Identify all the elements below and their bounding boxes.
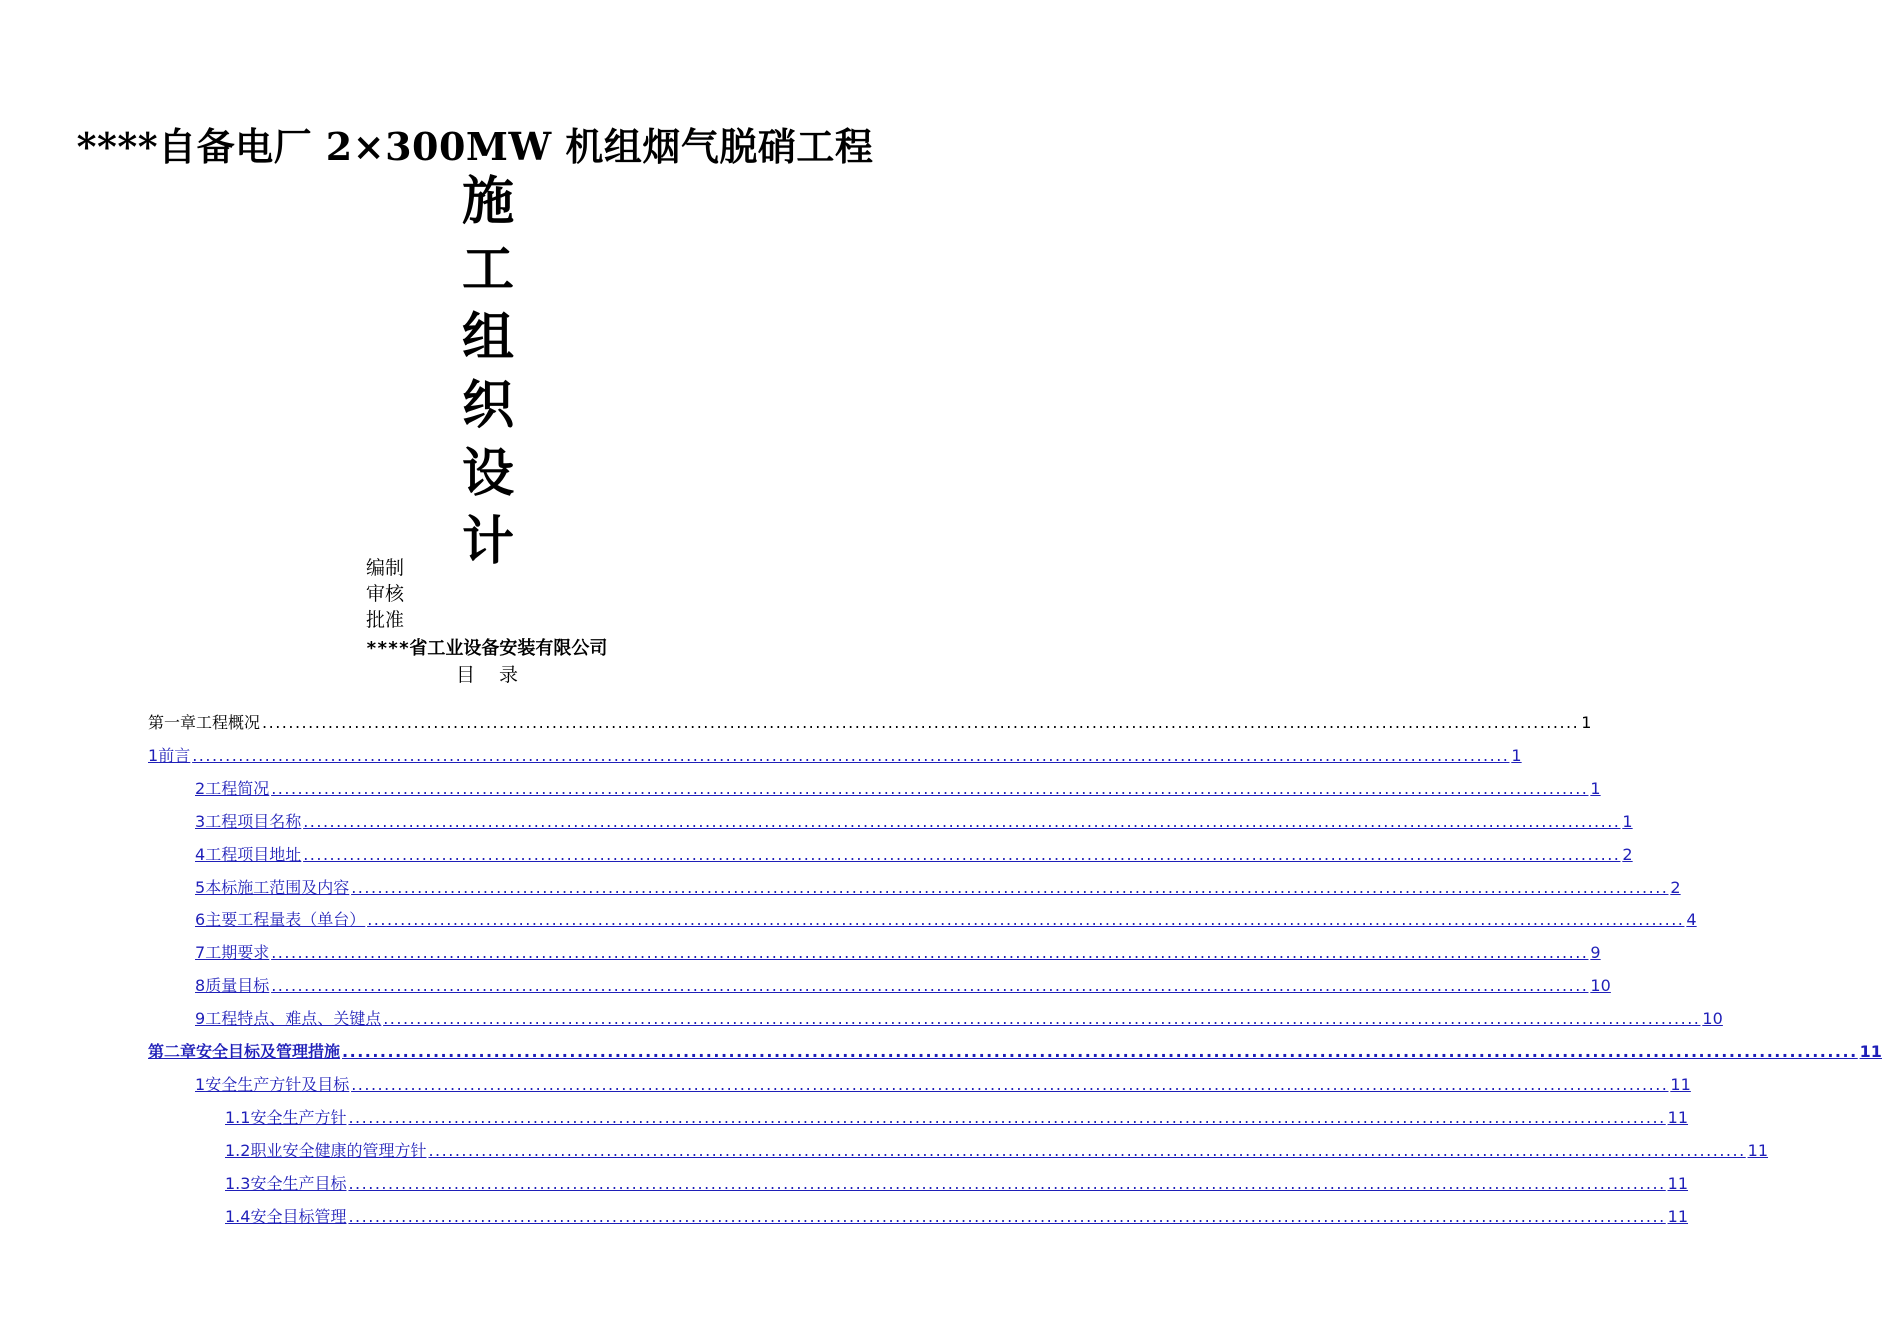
toc-leader-dots: ........................................................................................................................................................................................................	[428, 1140, 1746, 1160]
toc-entry-label: 工程项目名称	[205, 811, 302, 831]
toc-entry-number: 7	[195, 943, 206, 963]
toc-entry-label: 前言	[158, 745, 191, 765]
toc-leader-dots: ........................................................................................................................................................................................................	[351, 1074, 1669, 1094]
toc-entry-label: 工程简况	[205, 778, 270, 798]
toc-entry[interactable]	[225, 1132, 1769, 1162]
toc-entry-page: 11	[1747, 1140, 1769, 1160]
toc-entry	[148, 704, 1592, 734]
toc-entry-label: 安全生产方针	[250, 1107, 347, 1127]
document-title: ****自备电厂 2×300MW 机组烟气脱硝工程	[76, 124, 874, 169]
toc-entry[interactable]	[195, 1066, 1691, 1096]
toc-entry-number: 4	[195, 844, 206, 864]
toc-entry-page: 2	[1622, 844, 1633, 864]
vertical-title-char-3: 组	[461, 308, 514, 368]
toc-entry-number: 1	[195, 1074, 206, 1094]
toc-entry-page: 11	[1670, 1074, 1691, 1094]
toc-entry-label: 工程特点、难点、关键点	[205, 1009, 382, 1029]
toc-entry-page: 11	[1667, 1206, 1689, 1226]
toc-entry[interactable]	[195, 901, 1697, 931]
toc-entry-page: 1	[1590, 778, 1601, 798]
toc-entry-number: 3	[195, 811, 206, 831]
toc-entry-page: 9	[1590, 943, 1601, 963]
toc-entry-page: 4	[1686, 910, 1697, 930]
toc-leader-dots: ........................................................................................................................................................................................................	[348, 1107, 1666, 1127]
toc-leader-dots: ........................................................................................................................................................................................................	[351, 877, 1669, 897]
company-name: ****省工业设备安装有限公司	[366, 638, 608, 659]
toc-leader-dots: ........................................................................................................................................................................................................	[342, 1042, 1858, 1061]
toc-entry-number: 1.1	[225, 1107, 251, 1127]
vertical-title-char-4: 织	[461, 376, 514, 436]
toc-entry[interactable]	[195, 869, 1681, 899]
toc-entry-page: 11	[1667, 1173, 1689, 1193]
vertical-title-char-5: 设	[461, 444, 514, 504]
toc-entry-number: 8	[195, 976, 206, 996]
toc-entry-label: 主要工程量表（单台）	[205, 910, 366, 930]
vertical-title-char-2: 工	[461, 240, 514, 300]
toc-entry[interactable]	[225, 1099, 1689, 1129]
toc-entry-page: 1	[1511, 745, 1522, 765]
toc-entry-label: 安全生产目标	[250, 1173, 347, 1193]
toc-entry-number: 5	[195, 877, 206, 897]
toc-entry-label: 质量目标	[205, 976, 270, 996]
toc-heading: 目录	[456, 664, 543, 686]
toc-leader-dots: ........................................................................................................................................................................................................	[262, 713, 1580, 732]
toc-entry-number: 第二章	[148, 1042, 197, 1061]
toc-leader-dots: ........................................................................................................................................................................................................	[367, 910, 1685, 930]
toc-leader-dots: ........................................................................................................................................................................................................	[271, 976, 1589, 996]
toc-entry[interactable]	[225, 1198, 1689, 1228]
toc-entry-label: 本标施工范围及内容	[205, 877, 350, 897]
signature-reviewed: 审核	[366, 583, 405, 605]
toc-entry-page: 11	[1667, 1107, 1689, 1127]
toc-entry-label: 工程项目地址	[205, 844, 302, 864]
toc-entry[interactable]	[195, 967, 1611, 997]
toc-entry-number: 6	[195, 910, 206, 930]
toc-entry-page: 10	[1590, 976, 1611, 996]
toc-entry-number: 1.3	[225, 1173, 251, 1193]
vertical-title-char-6: 计	[461, 512, 514, 572]
toc-entry-label: 职业安全健康的管理方针	[250, 1140, 427, 1160]
toc-entry-page: 11	[1859, 1042, 1882, 1061]
toc-entry-label: 安全生产方针及目标	[205, 1074, 350, 1094]
toc-entry-number: 第一章	[148, 713, 197, 732]
toc-entry-page: 2	[1670, 877, 1681, 897]
toc-entry[interactable]	[148, 737, 1522, 767]
toc-entry-number: 1.4	[225, 1206, 251, 1226]
signature-approved: 批准	[366, 609, 405, 631]
toc-leader-dots: ........................................................................................................................................................................................................	[348, 1206, 1666, 1226]
toc-entry[interactable]	[195, 1000, 1723, 1030]
toc-entry[interactable]	[195, 934, 1601, 964]
toc-entry-number: 1	[148, 745, 159, 765]
toc-leader-dots: ........................................................................................................................................................................................................	[348, 1173, 1666, 1193]
vertical-title-char-1: 施	[461, 172, 514, 232]
toc-entry-page: 1	[1581, 713, 1592, 732]
signature-compiled: 编制	[366, 557, 405, 579]
toc-leader-dots: ........................................................................................................................................................................................................	[303, 811, 1621, 831]
toc-entry-number: 2	[195, 778, 206, 798]
toc-entry-number: 9	[195, 1009, 206, 1029]
toc-entry-label: 安全目标管理	[250, 1206, 347, 1226]
toc-leader-dots: ........................................................................................................................................................................................................	[383, 1009, 1701, 1029]
toc-entry-number: 1.2	[225, 1140, 251, 1160]
toc-entry-label: 安全目标及管理措施	[196, 1042, 341, 1061]
toc-entry[interactable]	[148, 1033, 1882, 1063]
toc-entry-label: 工期要求	[205, 943, 270, 963]
toc-leader-dots: ........................................................................................................................................................................................................	[303, 844, 1621, 864]
toc-entry[interactable]	[195, 836, 1633, 866]
toc-entry-page: 10	[1702, 1009, 1723, 1029]
toc-leader-dots: ........................................................................................................................................................................................................	[271, 778, 1589, 798]
toc-leader-dots: ........................................................................................................................................................................................................	[271, 943, 1589, 963]
toc-entry[interactable]	[195, 770, 1601, 800]
toc-entry[interactable]	[195, 803, 1633, 833]
toc-entry[interactable]	[225, 1165, 1689, 1195]
toc-entry-page: 1	[1622, 811, 1633, 831]
toc-leader-dots: ........................................................................................................................................................................................................	[192, 745, 1510, 765]
toc-entry-label: 工程概况	[196, 713, 261, 732]
